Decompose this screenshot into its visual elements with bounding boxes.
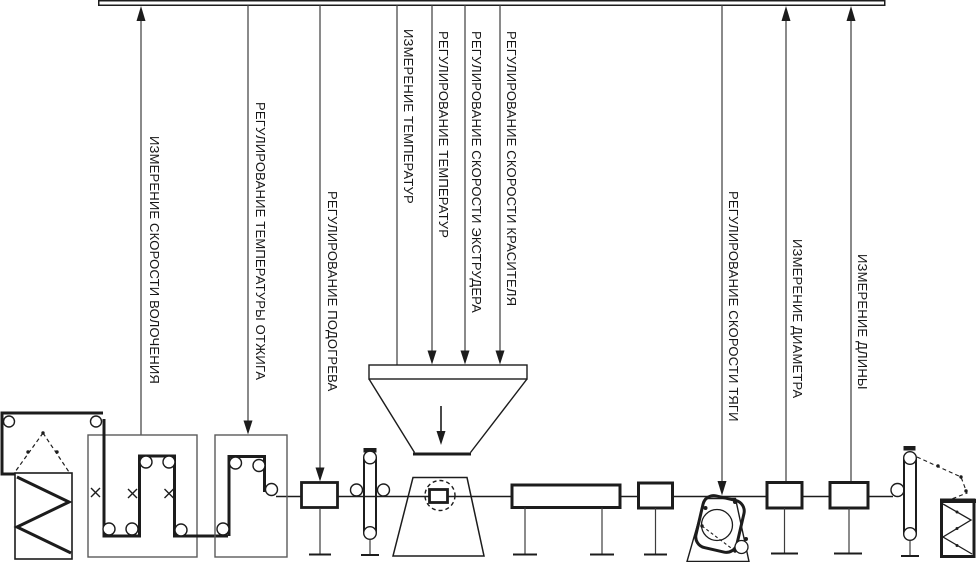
arrow-down-icon — [428, 351, 437, 365]
signal-label-haul-off-speed-control: РЕГУЛИРОВАНИЕ СКОРОСТИ ТЯГИ — [726, 191, 741, 422]
roller-icon — [163, 456, 175, 468]
arrow-down-icon — [316, 468, 325, 482]
guide-roller-icon — [378, 484, 390, 496]
signal-lines — [137, 5, 856, 496]
die — [430, 490, 448, 503]
wire-path — [104, 419, 228, 536]
guide-roller-icon — [891, 484, 904, 497]
arrow-down-icon — [496, 351, 505, 365]
signal-line-preheat-control — [316, 5, 325, 482]
signal-label-length-measure: ИЗМЕРЕНИЕ ДЛИНЫ — [855, 254, 870, 390]
guide-box — [639, 483, 673, 555]
take-up-spool — [940, 500, 976, 557]
supply-spool — [15, 473, 72, 559]
signal-label-preheat-control: РЕГУЛИРОВАНИЕ ПОДОГРЕВА — [325, 191, 340, 392]
diameter-gauge — [767, 483, 802, 554]
arrow-up-icon — [137, 6, 146, 21]
pulley-icon — [735, 541, 748, 554]
signal-label-diameter-measure: ИЗМЕРЕНИЕ ДИАМЕТРА — [790, 239, 805, 399]
extruder — [393, 478, 484, 557]
signal-label-extruder-speed-control: РЕГУЛИРОВАНИЕ СКОРОСТИ ЭКСТРУДЕРА — [469, 31, 484, 314]
roller-icon — [253, 460, 265, 472]
signal-line-length-measure — [847, 6, 856, 482]
feed-arrow-icon — [437, 406, 446, 445]
signal-label-colorant-speed-control: РЕГУЛИРОВАНИЕ СКОРОСТИ КРАСИТЕЛЯ — [504, 31, 519, 307]
roller-icon — [266, 484, 278, 496]
pulley-icon — [364, 527, 377, 540]
feed-belt — [351, 448, 390, 555]
arrow-down-icon — [461, 351, 470, 365]
arrow-down-icon — [718, 481, 727, 496]
signal-label-temperature-measure: ИЗМЕРЕНИЕ ТЕМПЕРАТУР — [401, 29, 416, 204]
pulley-icon — [91, 416, 102, 427]
arrow-up-icon — [847, 6, 856, 21]
roller-icon — [140, 456, 152, 468]
roller-icon — [126, 523, 138, 535]
signal-label-annealing-temp-control: РЕГУЛИРОВАНИЕ ТЕМПЕРАТУРЫ ОТЖИГА — [253, 102, 268, 381]
arrow-down-icon — [244, 421, 253, 435]
signal-line-drawing-speed-measure — [137, 6, 146, 435]
guide-roller-icon — [351, 484, 363, 496]
arrow-up-icon — [782, 6, 791, 21]
controller-bus — [99, 1, 885, 6]
extruder-hopper — [369, 365, 527, 454]
wire-guide-path — [917, 457, 967, 502]
preheater — [302, 483, 338, 555]
cooling-bath — [512, 485, 620, 555]
length-gauge — [830, 483, 868, 554]
signal-line-annealing-temp-control — [244, 5, 253, 435]
signal-label-drawing-speed-measure: ИЗМЕРЕНИЕ СКОРОСТИ ВОЛОЧЕНИЯ — [147, 136, 162, 384]
drawing-bath — [88, 419, 228, 557]
pulley-icon — [364, 451, 377, 464]
pulley-icon — [904, 452, 917, 465]
roller-icon — [217, 523, 229, 535]
pulley-icon — [4, 416, 15, 427]
roller-icon — [230, 457, 242, 469]
signal-label-temperature-control: РЕГУЛИРОВАНИЕ ТЕМПЕРАТУР — [436, 31, 451, 239]
roller-icon — [103, 523, 115, 535]
pulley-icon — [904, 528, 917, 541]
haul-off-unit — [687, 493, 749, 561]
roller-icon — [175, 524, 187, 536]
